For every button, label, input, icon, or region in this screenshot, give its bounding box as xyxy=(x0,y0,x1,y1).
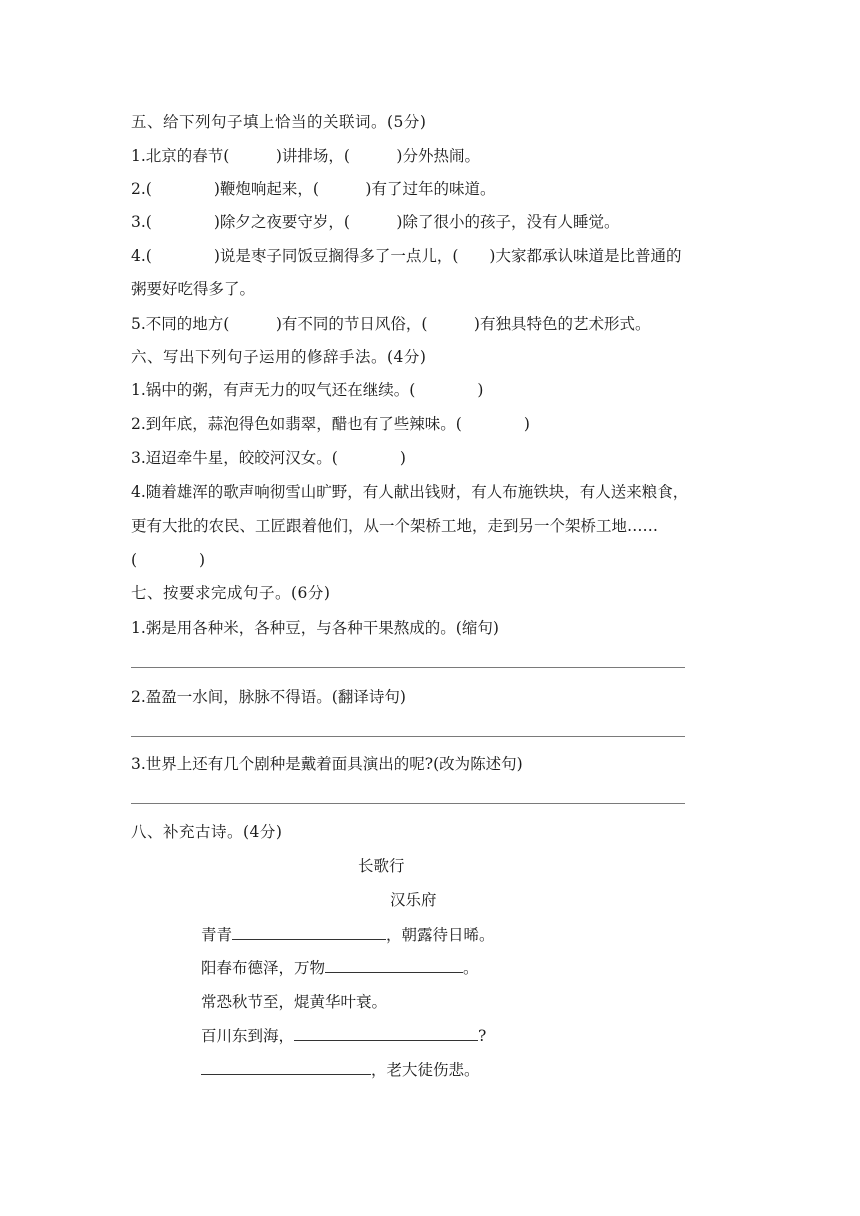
poem-text: 阳春布德泽，万物 xyxy=(201,959,326,977)
question-item: 4.( )说是枣子同饭豆搁得多了一点儿，( )大家都承认味道是比普通的 xyxy=(131,247,682,265)
fill-blank[interactable] xyxy=(201,1060,371,1075)
question-item: 4.随着雄浑的歌声响彻雪山旷野，有人献出钱财，有人布施铁块，有人送来粮食， xyxy=(131,483,689,501)
poem-line xyxy=(201,1060,480,1080)
section7-heading: 七、按要求完成句子。(6分) xyxy=(131,584,331,602)
answer-parentheses: ( ) xyxy=(131,551,206,569)
poem-author: 汉乐府 xyxy=(390,891,437,909)
poem-text: ，老大徒伤悲。 xyxy=(371,1061,480,1079)
question-item: 5.不同的地方( )有不同的节日风俗，( )有独具特色的艺术形式。 xyxy=(131,315,651,333)
poem-text: 。 xyxy=(463,959,479,977)
question-item: 1.锅中的粥，有声无力的叹气还在继续。( ) xyxy=(131,381,484,399)
poem-text: ，朝露待日晞。 xyxy=(386,926,495,944)
question-item: 1.北京的春节( )讲排场，( )分外热闹。 xyxy=(131,147,480,165)
fill-blank[interactable] xyxy=(232,925,386,940)
question-item: 2.( )鞭炮响起来，( )有了过年的味道。 xyxy=(131,180,496,198)
question-item: 1.粥是用各种米，各种豆，与各种干果熬成的。(缩句) xyxy=(131,619,499,637)
question-item-continued: 粥要好吃得多了。 xyxy=(131,280,256,298)
question-item: 3.迢迢牵牛星，皎皎河汉女。( ) xyxy=(131,449,406,467)
section8-heading: 八、补充古诗。(4分) xyxy=(131,823,283,841)
poem-line xyxy=(201,925,495,945)
fill-blank[interactable] xyxy=(294,1026,478,1041)
fill-blank[interactable] xyxy=(325,958,463,973)
question-item: 3.世界上还有几个剧种是戴着面具演出的呢?(改为陈述句) xyxy=(131,755,523,773)
answer-line[interactable] xyxy=(131,667,685,668)
poem-text: 百川东到海， xyxy=(201,1027,295,1045)
question-item: 2.到年底，蒜泡得色如翡翠，醋也有了些辣味。( ) xyxy=(131,415,530,433)
poem-line xyxy=(201,1026,486,1046)
poem-line xyxy=(201,958,479,978)
question-item-continued: 更有大批的农民、工匠跟着他们，从一个架桥工地，走到另一个架桥工地…… xyxy=(131,517,659,535)
poem-title: 长歌行 xyxy=(358,857,405,875)
poem-text: ? xyxy=(478,1027,487,1045)
question-item: 3.( )除夕之夜要守岁，( )除了很小的孩子，没有人睡觉。 xyxy=(131,213,620,231)
answer-line[interactable] xyxy=(131,803,685,804)
section6-heading: 六、写出下列句子运用的修辞手法。(4分) xyxy=(131,348,427,366)
question-item: 2.盈盈一水间，脉脉不得语。(翻译诗句) xyxy=(131,688,406,706)
answer-line[interactable] xyxy=(131,736,685,737)
poem-line xyxy=(201,992,387,1012)
poem-text: 常恐秋节至，焜黄华叶衰。 xyxy=(201,993,388,1011)
poem-text: 青青 xyxy=(201,926,233,944)
section5-heading: 五、给下列句子填上恰当的关联词。(5分) xyxy=(131,113,427,131)
